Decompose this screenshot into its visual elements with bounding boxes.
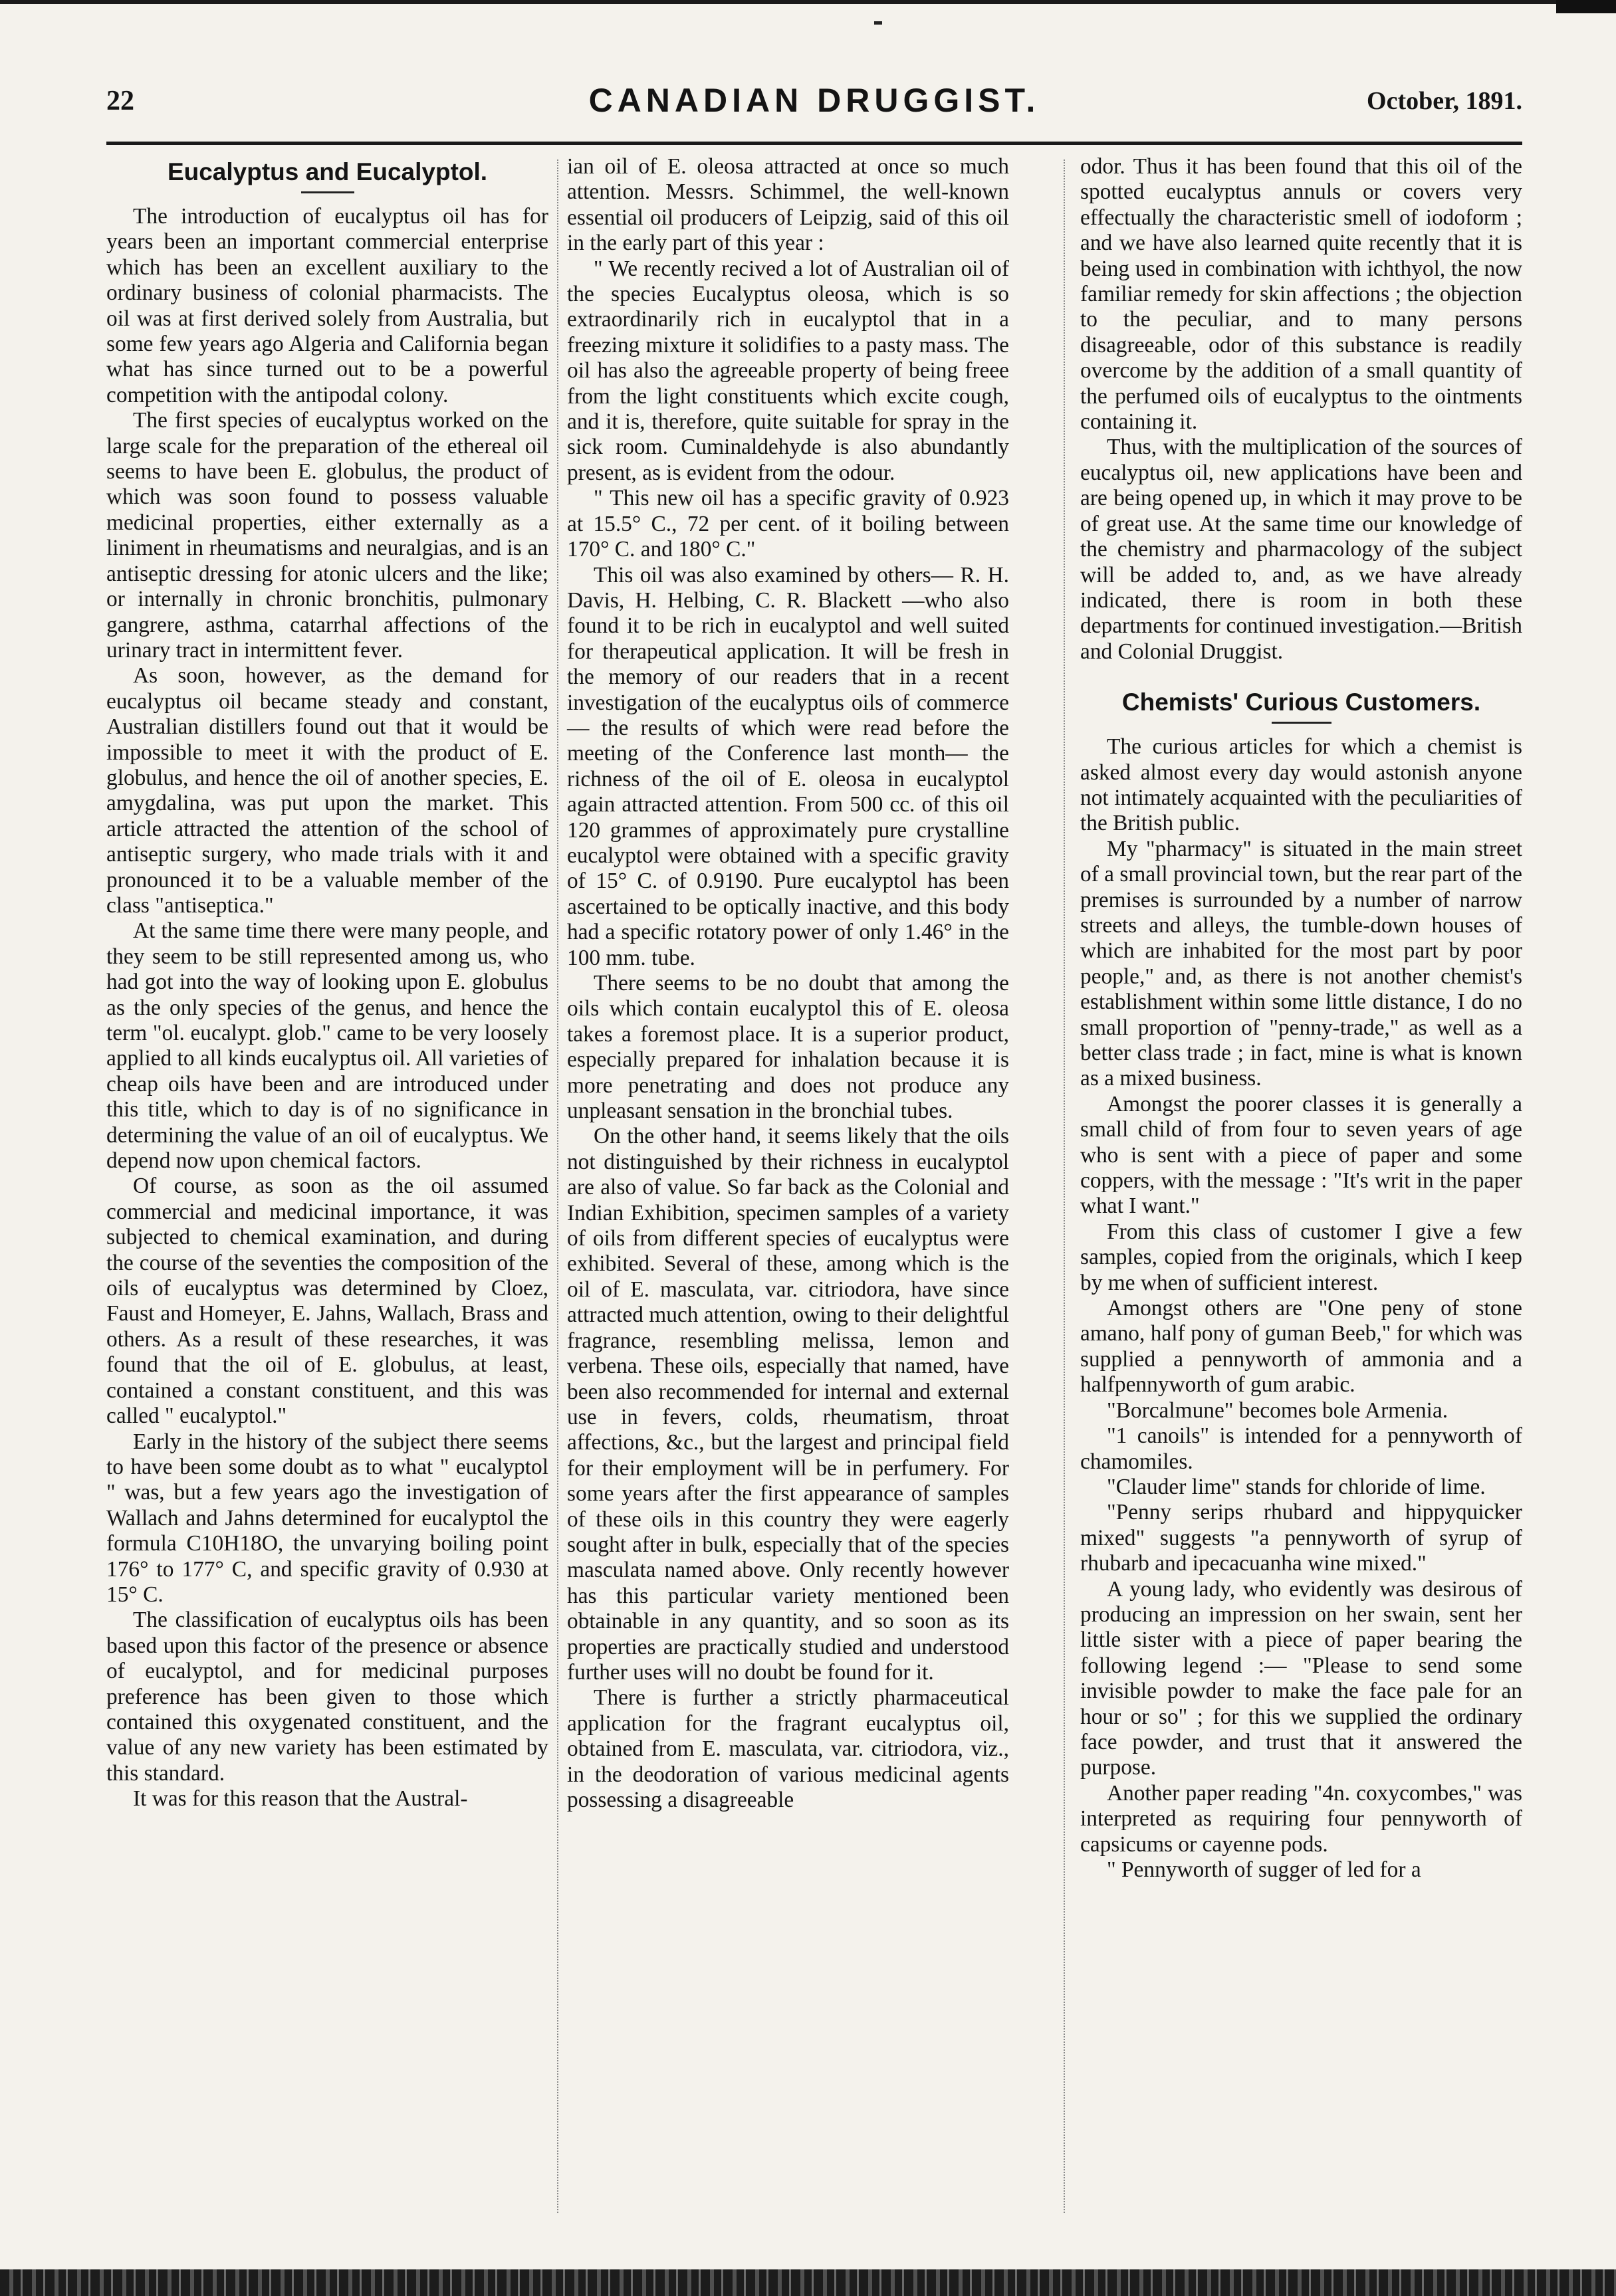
column-1 (106, 154, 548, 1812)
paragraph: Amongst the poorer classes it is generally a small child of from four to seven years of age who is sent with a piece of paper and some coppers, with the message : "It's writ in the paper what I want." (1080, 1091, 1522, 1219)
column-3 (1080, 154, 1522, 1883)
column-divider (557, 159, 558, 2213)
paragraph: " This new oil has a specific gravity of 0.923 at 15.5° C., 72 per cent. of it boiling between 170° C. and 180° C." (567, 486, 1009, 562)
page-number: 22 (106, 86, 134, 116)
paragraph: "Borcalmune" becomes bole Armenia. (1107, 1398, 1448, 1423)
paragraph: My "pharmacy" is situated in the main street of a small provincial town, but the rear part of the premises is surrounded by a number of narrow streets and alleys, the tumble-down houses of which are inhabited for the most part by poor people," and, as there is not another chemist's establishment within some little distance, I do no small proportion of "penny-trade," as well as a better class trade ; in fact, mine is what is known as a mixed business. (1080, 836, 1522, 1091)
page-header (106, 82, 1522, 125)
paragraph: There seems to be no doubt that among the oils which contain eucalyptol this of E. oleosa takes a foremost place. It is a superior product, especially prepared for inhalation because it is more penetrating and does not produce any unpleasant sensation in the bronchial tubes. (567, 971, 1009, 1124)
top-border (0, 0, 1616, 11)
paragraph: "1 canoils" is intended for a pennyworth of chamomiles. (1080, 1423, 1522, 1474)
paragraph: odor. Thus it has been found that this oil of the spotted eucalyptus annuls or covers very effectually the characteristic smell of iodoform ; and we have also learned quite recently that it is being used in combination with ichthyol, the now familiar remedy for skin affections ; the objection to the peculiar, and to many persons disagreeable, odor of this substance is readily overcome by the addition of a small quantity of the perfumed oils of eucalyptus to the ointments containing it. (1080, 154, 1522, 435)
footer-scan-band (0, 2269, 1616, 2296)
corner-scan-mark (1556, 0, 1616, 13)
paragraph: A young lady, who evidently was desirous of producing an impression on her swain, sent her little sister with a piece of paper bearing the following legend :— "Please to send some invisible powder to make the face pale for an hour or so" ; for this we supplied the ordinary face powder, and trust that it answered the purpose. (1080, 1576, 1522, 1780)
paragraph: From this class of customer I give a few samples, copied from the originals, which I keep by me when of sufficient interest. (1080, 1219, 1522, 1295)
paragraph: There is further a strictly pharmaceutical application for the fragrant eucalyptus oil, obtained from E. masculata, var. citriodora, viz., in the deodoration of various medicinal agents possessing a disagreeable (567, 1685, 1009, 1812)
title-rule (301, 191, 354, 193)
article-title-chemists: Chemists' Curious Customers. (1121, 688, 1481, 716)
column-divider (1064, 159, 1065, 2213)
paragraph: Amongst others are "One peny of stone amano, half pony of guman Beeb," for which was supplied a pennyworth of ammonia and a halfpennyworth of gum arabic. (1080, 1296, 1522, 1398)
paragraph: ian oil of E. oleosa attracted at once so much attention. Messrs. Schimmel, the well-known essential oil producers of Leipzig, said of this oil in the early part of this year : (567, 154, 1009, 256)
paragraph: Of course, as soon as the oil assumed commercial and medicinal importance, it was subjected to chemical examination, and during the course of the seventies the composition of the oils of eucalyptus was determined by Cloez, Faust and Homeyer, E. Jahns, Wallach, Brass and others. As a result of these researches, it was found that the oil of E. globulus, at least, contained a constant constituent, and this was called " eucalyptol." (106, 1174, 548, 1429)
issue-date: October, 1891. (1367, 87, 1522, 115)
paragraph: The introduction of eucalyptus oil has for years been an important commercial enterprise which has been an excellent auxiliary to the ordinary business of colonial pharmacists. The oil was at first derived solely from Australia, but some few years ago Algeria and California began what has since turned out to be a powerful competition with the antipodal colony. (106, 204, 548, 407)
article-title-eucalyptus: Eucalyptus and Eucalyptol. (167, 158, 488, 185)
column-2 (567, 154, 1009, 1813)
paragraph: " We recently recived a lot of Australian oil of the species Eucalyptus oleosa, which is so extraordinarily rich in eucalyptol that in a freezing mixture it solidifies to a pasty mass. The oil has also the agreeable property of being freee from the light constituents which excite cough, and it is, therefore, quite suitable for spray in the sick room. Cuminaldehyde is also abundantly present, as is evident from the odour. (567, 256, 1009, 485)
paragraph: "Clauder lime" stands for chloride of lime. (1107, 1474, 1486, 1499)
title-rule (1272, 722, 1331, 724)
paragraph: The curious articles for which a chemist is asked almost every day would astonish anyone not intimately acquainted with the peculiarities of the British public. (1080, 734, 1522, 836)
paragraph: This oil was also examined by others— R. H. Davis, H. Helbing, C. R. Blackett —who also found it to be rich in eucalyptol and well suited for therapeutical application. It will be fresh in the memory of our readers that in a recent investigation of the eucalyptus oils of commerce— the results of which were read before the meeting of the Conference last month— the richness of the oil of E. oleosa in eucalyptol again attracted attention. From 500 cc. of this oil 120 grammes of approximately pure crystalline eucalyptol were obtained with a specific gravity of 15° C. of 0.9190. Pure eucalyptol has been ascertained to be optically inactive, and this body had a specific rotatory power of only 1.46° in the 100 mm. tube. (567, 562, 1009, 970)
header-rule (106, 142, 1522, 145)
paragraph: Early in the history of the subject there seems to have been some doubt as to what " eucalyptol " was, but a few years ago the investigation of Wallach and Jahns determined for eucalyptol the formula C10H18O, the unvarying boiling point 176° to 177° C, and specific gravity of 0.930 at 15° C. (106, 1429, 548, 1607)
journal-title: CANADIAN DRUGGIST. (588, 82, 1040, 119)
paragraph: Thus, with the multiplication of the sources of eucalyptus oil, new applications have been and are being opened up, in which it may prove to be of great use. At the same time our knowledge of the chemistry and pharmacology of the subject will be added to, and, as we have already indicated, there is room in both these departments for continued investigation.—British and Colonial Druggist. (1080, 435, 1522, 664)
top-tick-mark (874, 21, 882, 25)
paragraph: As soon, however, as the demand for eucalyptus oil became steady and constant, Australian distillers found out that it would be impossible to meet it with the product of E. globulus, and hence the oil of another species, E. amygdalina, was put upon the market. This article attracted the attention of the school of antiseptic surgery, who made trials with it and pronounced it to be a valuable member of the class "antiseptica." (106, 663, 548, 918)
paragraph: It was for this reason that the Austral- (133, 1786, 468, 1812)
paragraph: The first species of eucalyptus worked on the large scale for the preparation of the ethereal oil seems to have been E. globulus, the product of which was soon found to possess valuable medicinal properties, either externally as a liniment in rheumatisms and neuralgias, and is an antiseptic dressing for atonic ulcers and the like; or internally in chronic bronchitis, pulmonary gangrere, asthma, catarrhal affections of the urinary tract in intermittent fever. (106, 408, 548, 663)
paragraph: The classification of eucalyptus oils has been based upon this factor of the presence or absence of eucalyptol, and for medicinal purposes preference has been given to those which contained this oxygenated constituent, and the value of any new variety has been estimated by this standard. (106, 1608, 548, 1786)
paragraph: At the same time there were many people, and they seem to be still represented among us, who had got into the way of looking upon E. globulus as the only species of the genus, and hence the term "ol. eucalypt. glob." came to be very loosely applied to all kinds eucalyptus oil. All varieties of cheap oils have been and are introduced under this title, which to day is of no significance in determining the value of an oil of eucalyptus. We depend now upon chemical factors. (106, 918, 548, 1174)
paragraph: Another paper reading "4n. coxycombes," was interpreted as requiring four pennyworth of capsicums or cayenne pods. (1080, 1780, 1522, 1857)
paragraph: On the other hand, it seems likely that the oils not distinguished by their richness in eucalyptol are also of value. So far back as the Colonial and Indian Exhibition, specimen samples of a variety of oils from different species of eucalyptus were exhibited. Several of these, among which is the oil of E. masculata, var. citriodora, have since attracted much attention, owing to their delightful fragrance, resembling melissa, lemon and verbena. These oils, especially that named, have been also recommended for internal and external use in fevers, colds, rheumatism, throat affections, &c., but the largest and principal field for their employment will be in perfumery. For some years after the first appearance of samples of these oils in this country they were eagerly sought after in bulk, especially that of the species masculata named above. Only recently however has this particular variety mentioned been obtainable in any quantity, and so soon as its properties are practically studied and understood further uses will no doubt be found for it. (567, 1124, 1009, 1685)
paragraph: "Penny serips rhubard and hippyquicker mixed" suggests "a pennyworth of syrup of rhubarb and ipecacuanha wine mixed." (1080, 1500, 1522, 1576)
paragraph: " Pennyworth of sugger of led for a (1107, 1857, 1421, 1882)
